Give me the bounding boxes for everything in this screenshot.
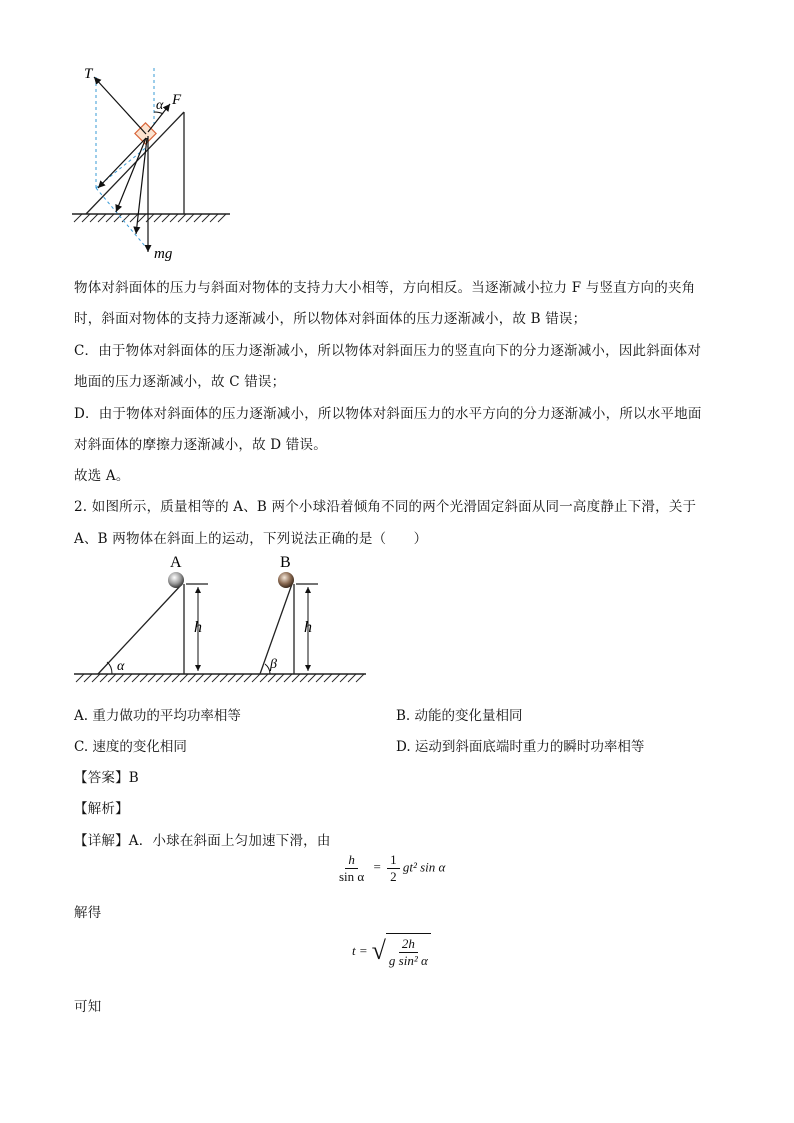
fraction-one-half [387, 852, 400, 885]
label-T: T [84, 66, 93, 82]
resultant-arrow-1 [98, 138, 146, 188]
dashed-parallel-2 [96, 188, 150, 252]
formula-rhs: gt² sin α [402, 859, 446, 875]
label-a: A [170, 554, 182, 571]
half-denominator: 2 [390, 869, 397, 884]
sqrt-numerator: 2h [399, 936, 418, 953]
analysis-label: 【解析】 [74, 801, 129, 817]
resultant-arrow-2 [116, 138, 146, 212]
ball-b [278, 572, 294, 588]
ball-a [168, 572, 184, 588]
fraction-numerator: h [345, 852, 358, 869]
sqrt-fraction [386, 933, 431, 969]
label-b: B [280, 554, 291, 571]
half-numerator: 1 [387, 852, 400, 869]
question-2-stem-line-1: 2. 如图所示，质量相等的 A、B 两个小球沿着倾角不同的两个光滑固定斜面从同一高度静止下滑，关于 [74, 499, 697, 515]
tension-arrow [94, 77, 146, 134]
label-h2: h [304, 619, 312, 636]
option-b[interactable]: B. 动能的变化量相同 [396, 708, 523, 724]
label-h1: h [194, 619, 202, 636]
ground-hatch [74, 214, 226, 222]
formula-t-lhs: t = [352, 943, 368, 958]
formula-kinematics [336, 852, 445, 885]
label-alpha-2: α [117, 659, 125, 674]
formula-time [352, 933, 431, 969]
sqrt-denominator: g sin² α [388, 953, 428, 968]
question-2-stem-line-2: A、B 两物体在斜面上的运动，下列说法正确的是（ ） [74, 531, 428, 547]
two-incline-figure [66, 550, 376, 690]
paragraph-1-line-2: 时，斜面对物体的支持力逐渐减小，所以物体对斜面体的压力逐渐减小，故 B 错误； [74, 311, 587, 327]
equals-sign: = [373, 859, 381, 875]
paragraph-4: 故选 A。 [74, 468, 130, 484]
label-F: F [172, 92, 182, 108]
sqrt-symbol: √ [371, 936, 386, 965]
label-mg: mg [154, 246, 173, 262]
paragraph-3-line-1: D．由于物体对斜面体的压力逐渐减小，所以物体对斜面压力的水平方向的分力逐渐减小，所以水平地面 [74, 406, 702, 422]
option-d[interactable]: D. 运动到斜面底端时重力的瞬时功率相等 [396, 739, 645, 755]
incline-a-surface [98, 584, 182, 674]
paragraph-2-line-1: C．由于物体对斜面体的压力逐渐减小，所以物体对斜面压力的竖直向下的分力逐渐减小，因此斜面体对 [74, 343, 702, 359]
option-a[interactable]: A. 重力做功的平均功率相等 [74, 708, 241, 724]
fraction-h-over-sin [336, 852, 367, 885]
paragraph-3-line-2: 对斜面体的摩擦力逐渐减小，故 D 错误。 [74, 437, 327, 453]
force-diagram-figure [66, 62, 246, 267]
option-c[interactable]: C. 速度的变化相同 [74, 739, 187, 755]
paragraph-2-line-2: 地面的压力逐渐减小，故 C 错误； [74, 374, 286, 390]
label-beta: β [270, 657, 277, 672]
incline-surface [86, 112, 184, 214]
paragraph-1-line-1: 物体对斜面体的压力与斜面对物体的支持力大小相等，方向相反。当逐渐减小拉力 F 与竖直方向的夹角 [74, 280, 696, 296]
ground-hatch-2 [76, 674, 364, 682]
solve-label: 解得 [74, 905, 102, 921]
fraction-denominator: sin α [339, 869, 365, 884]
answer-label: 【答案】B [74, 770, 139, 786]
resultant-arrow-3 [136, 138, 147, 234]
detail-line: 【详解】A．小球在斜面上匀加速下滑，由 [74, 833, 331, 849]
know-label: 可知 [74, 999, 102, 1015]
label-alpha: α [156, 98, 164, 113]
